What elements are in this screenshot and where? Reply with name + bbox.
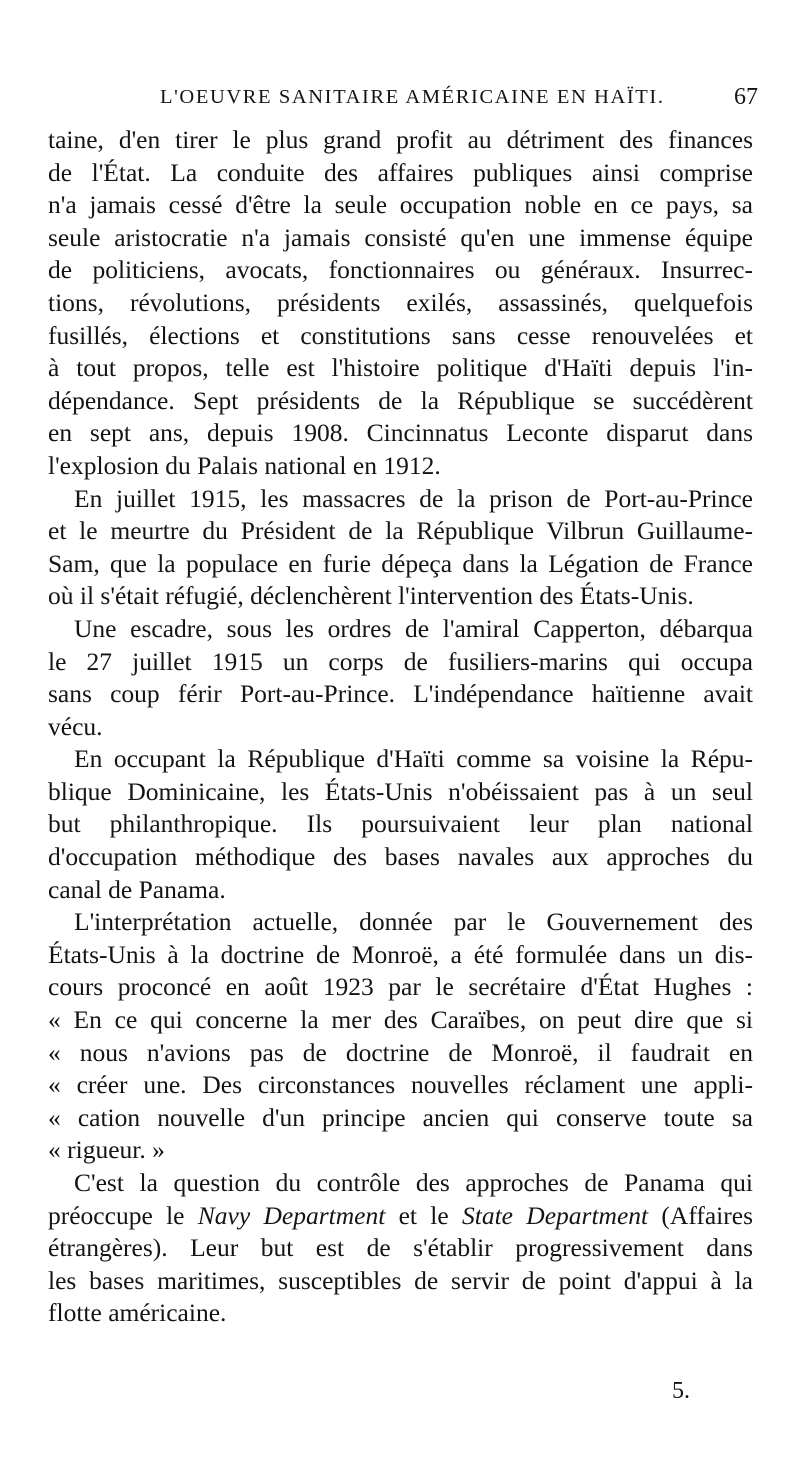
- text-line: États-Unis à la doctrine de Monroë, a été formulée dans un dis-: [48, 939, 753, 969]
- text-line: but philanthropique. Ils poursuivaient leur plan national: [48, 809, 753, 839]
- text-line: sans coup férir Port-au-Prince. L'indépendance haïtienne avait: [48, 679, 753, 709]
- text-line: en sept ans, depuis 1908. Cincinnatus Leconte disparut dans: [48, 418, 753, 448]
- text-line: « créer une. Des circonstances nouvelles réclament une appli-: [48, 1070, 753, 1100]
- text-line: cours proconcé en août 1923 par le secrétaire d'État Hughes :: [48, 972, 753, 1002]
- text-line: n'a jamais cessé d'être la seule occupation noble en ce pays, sa: [48, 190, 753, 220]
- text-line: blique Dominicaine, les États-Unis n'obéissaient pas à un seul: [48, 776, 753, 806]
- text-line: Sam, que la populace en furie dépeça dans la Légation de France: [48, 548, 753, 578]
- text-line: vécu.: [48, 711, 103, 741]
- text-line: fusillés, élections et constitutions sans cesse renouvelées et: [48, 320, 753, 350]
- text-line: En juillet 1915, les massacres de la prison de Port-au-Prince: [74, 483, 753, 513]
- text-line: de politiciens, avocats, fonctionnaires ou généraux. Insurrec-: [48, 255, 753, 285]
- text-line: « nous n'avions pas de doctrine de Monroë, il faudrait en: [48, 1037, 753, 1067]
- text-line: En occupant la République d'Haïti comme sa voisine la Répu-: [74, 744, 753, 774]
- text-line: dépendance. Sept présidents de la République se succédèrent: [48, 385, 753, 415]
- text-line: seule aristocratie n'a jamais consisté qu'en une immense équipe: [48, 222, 753, 252]
- text-line: et le meurtre du Président de la République Vilbrun Guillaume-: [48, 516, 753, 546]
- text-line: à tout propos, telle est l'histoire politique d'Haïti depuis l'in-: [48, 353, 753, 383]
- page-number: 67: [734, 84, 758, 110]
- text-line: L'interprétation actuelle, donnée par le Gouvernement des: [74, 907, 753, 937]
- text-line: les bases maritimes, susceptibles de servir de point d'appui à la: [48, 1265, 753, 1295]
- text-line: canal de Panama.: [48, 874, 226, 904]
- running-title: L'OEUVRE SANITAIRE AMÉRICAINE EN HAÏTI.: [160, 86, 665, 108]
- signature-mark: 5.: [672, 1378, 690, 1404]
- text-line: préoccupe le Navy Department et le State Department (Affaires: [48, 1200, 753, 1230]
- text-line: où il s'était réfugié, déclenchèrent l'intervention des États-Unis.: [48, 581, 694, 611]
- body-text: [48, 124, 753, 1330]
- text-line: étrangères). Leur but est de s'établir progressivement dans: [48, 1233, 753, 1263]
- text-line: taine, d'en tirer le plus grand profit au détriment des finances: [48, 125, 753, 154]
- text-line: flotte américaine.: [48, 1298, 227, 1328]
- text-line: de l'État. La conduite des affaires publiques ainsi comprise: [48, 157, 753, 187]
- text-line: « En ce qui concerne la mer des Caraïbes, on peut dire que si: [48, 1005, 753, 1035]
- page-header: [48, 82, 758, 116]
- text-line: tions, révolutions, présidents exilés, assassinés, quelquefois: [48, 287, 753, 317]
- text-line: C'est la question du contrôle des approches de Panama qui: [74, 1168, 753, 1197]
- text-line: « rigueur. »: [48, 1135, 165, 1165]
- text-line: Une escadre, sous les ordres de l'amiral Capperton, débarqua: [74, 613, 753, 643]
- text-line: « cation nouvelle d'un principe ancien qui conserve toute sa: [48, 1102, 753, 1132]
- text-line: l'explosion du Palais national en 1912.: [48, 450, 441, 480]
- text-line: d'occupation méthodique des bases navales aux approches du: [48, 842, 753, 872]
- text-line: le 27 juillet 1915 un corps de fusiliers-marins qui occupa: [48, 646, 753, 676]
